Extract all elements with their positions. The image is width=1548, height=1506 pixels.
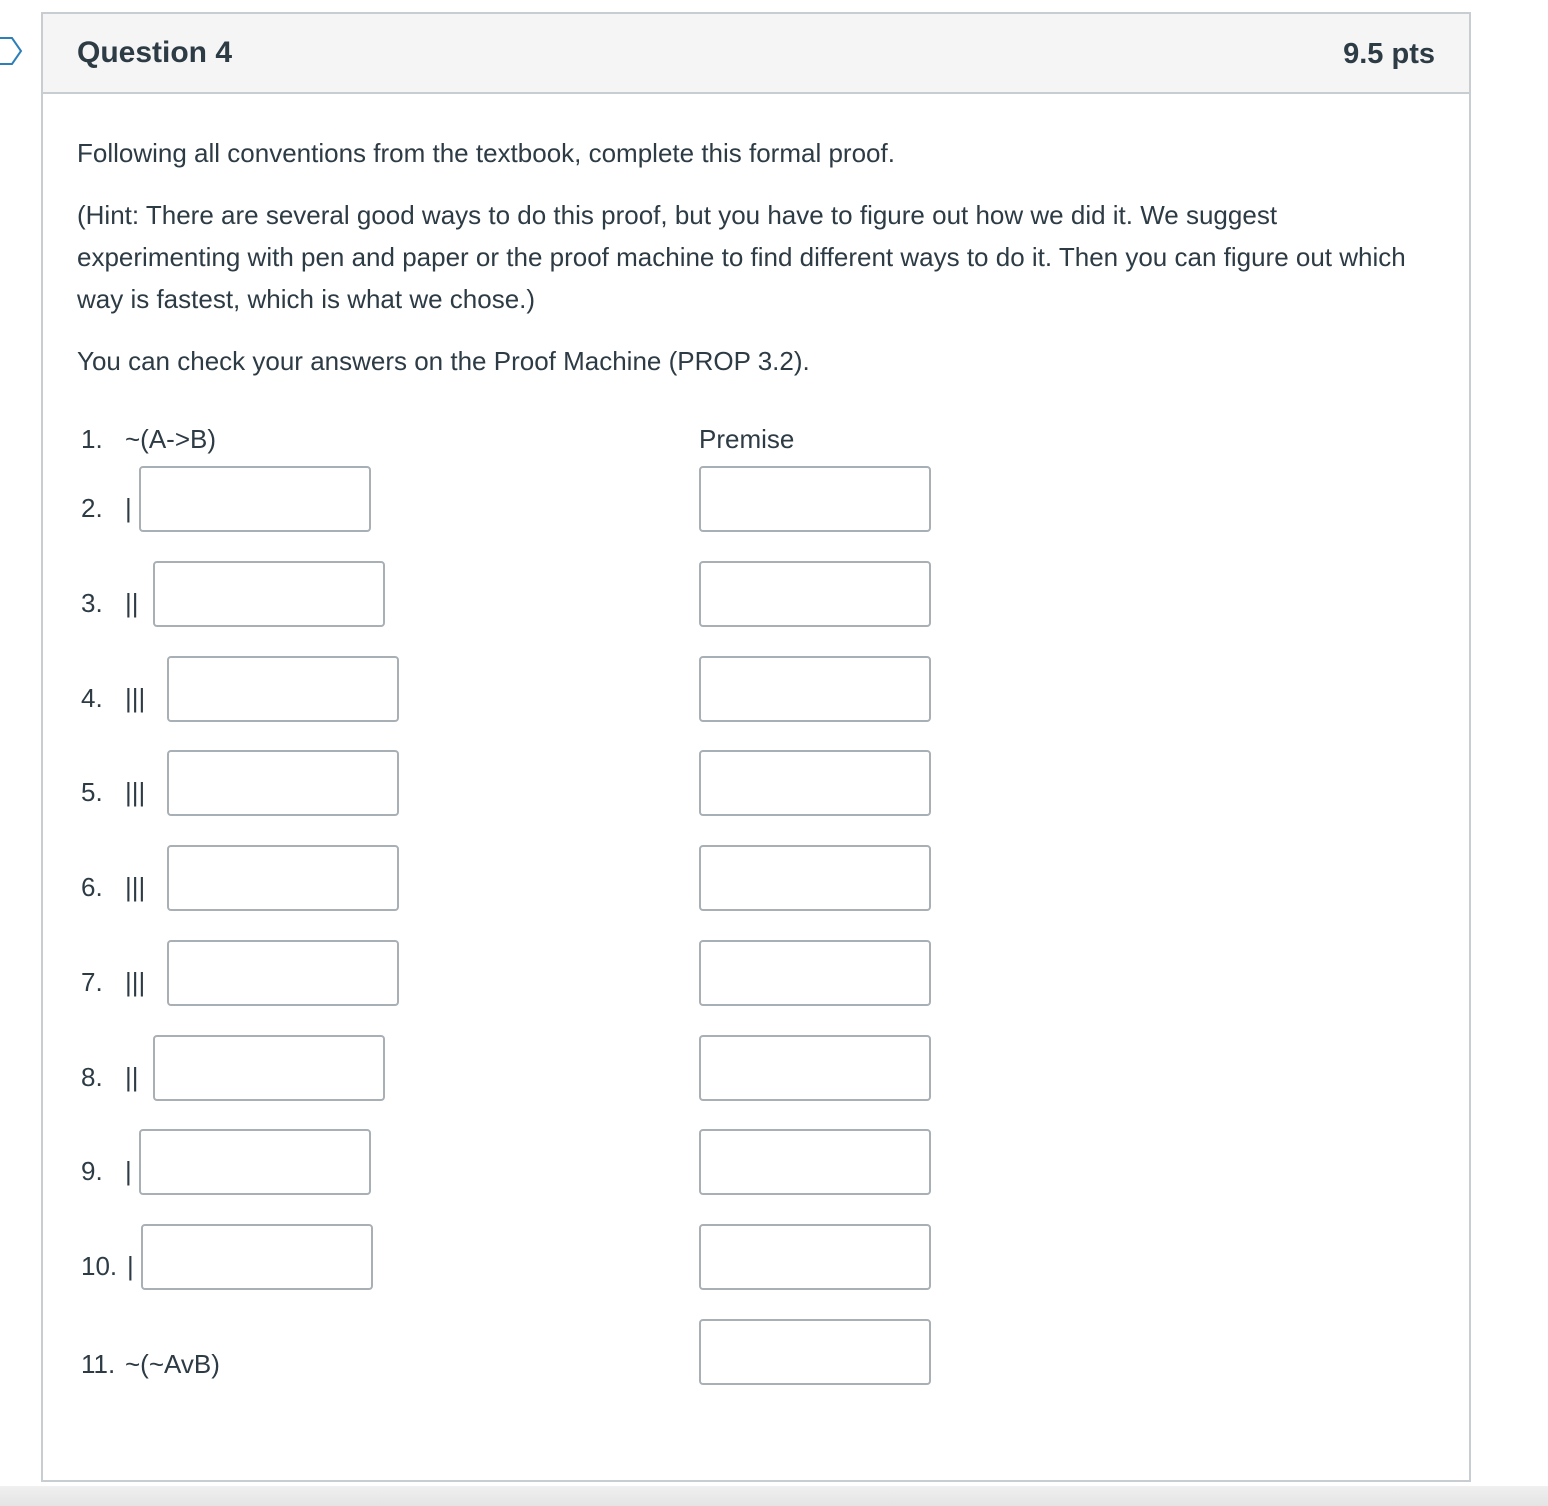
subproof-bars-3: || [125, 588, 139, 618]
hint-text: (Hint: There are several good ways to do this proof, but you have to figure out how we did it. We suggest experimenting with pen and paper or the proof machine to find different ways to do it. Then you can figure out which way is fastest, which is what we chose.) [77, 200, 1406, 314]
subproof-bars-10: | [127, 1251, 134, 1281]
formula-input-5[interactable] [167, 750, 399, 816]
line-number-8: 8. [81, 1062, 103, 1092]
justification-input-4[interactable] [699, 656, 931, 722]
subproof-bars-5: ||| [125, 777, 146, 807]
premise-justification: Premise [699, 424, 795, 454]
question-flag-icon[interactable] [0, 36, 24, 66]
justification-input-5[interactable] [699, 750, 931, 816]
justification-input-7[interactable] [699, 940, 931, 1006]
justification-input-9[interactable] [699, 1129, 931, 1195]
line-number-2: 2. [81, 493, 103, 523]
line-number-10: 10. [81, 1251, 118, 1281]
line-number-5: 5. [81, 777, 103, 807]
page-bottom-edge [0, 1486, 1548, 1506]
formula-input-10[interactable] [141, 1224, 373, 1290]
conclusion-formula: ~(~AvB) [125, 1349, 220, 1379]
question-header [43, 14, 1469, 94]
line-number-3: 3. [81, 588, 103, 618]
question-points: 9.5 pts [1343, 38, 1435, 70]
subproof-bars-2: | [125, 493, 132, 523]
line-number-1: 1. [81, 424, 103, 454]
check-note-text: You can check your answers on the Proof Machine (PROP 3.2). [77, 346, 810, 376]
line-number-6: 6. [81, 872, 103, 902]
question-body [77, 132, 1447, 402]
justification-input-3[interactable] [699, 561, 931, 627]
justification-input-2[interactable] [699, 466, 931, 532]
formula-input-6[interactable] [167, 845, 399, 911]
subproof-bars-6: ||| [125, 872, 146, 902]
formula-input-8[interactable] [153, 1035, 385, 1101]
line-number-7: 7. [81, 967, 103, 997]
instructions-text: Following all conventions from the textbook, complete this formal proof. [77, 138, 895, 168]
justification-input-11[interactable] [699, 1319, 931, 1385]
formula-input-3[interactable] [153, 561, 385, 627]
subproof-bars-9: | [125, 1156, 132, 1186]
formula-input-2[interactable] [139, 466, 371, 532]
question-card [41, 12, 1471, 1482]
justification-input-6[interactable] [699, 845, 931, 911]
line-number-9: 9. [81, 1156, 103, 1186]
justification-input-10[interactable] [699, 1224, 931, 1290]
formula-input-9[interactable] [139, 1129, 371, 1195]
formula-input-7[interactable] [167, 940, 399, 1006]
subproof-bars-4: ||| [125, 683, 146, 713]
subproof-bars-7: ||| [125, 967, 146, 997]
line-number-4: 4. [81, 683, 103, 713]
question-title: Question 4 [77, 36, 233, 69]
premise-formula: ~(A->B) [125, 424, 217, 454]
subproof-bars-8: || [125, 1062, 139, 1092]
line-number-11: 11. [81, 1349, 116, 1379]
justification-input-8[interactable] [699, 1035, 931, 1101]
formula-input-4[interactable] [167, 656, 399, 722]
